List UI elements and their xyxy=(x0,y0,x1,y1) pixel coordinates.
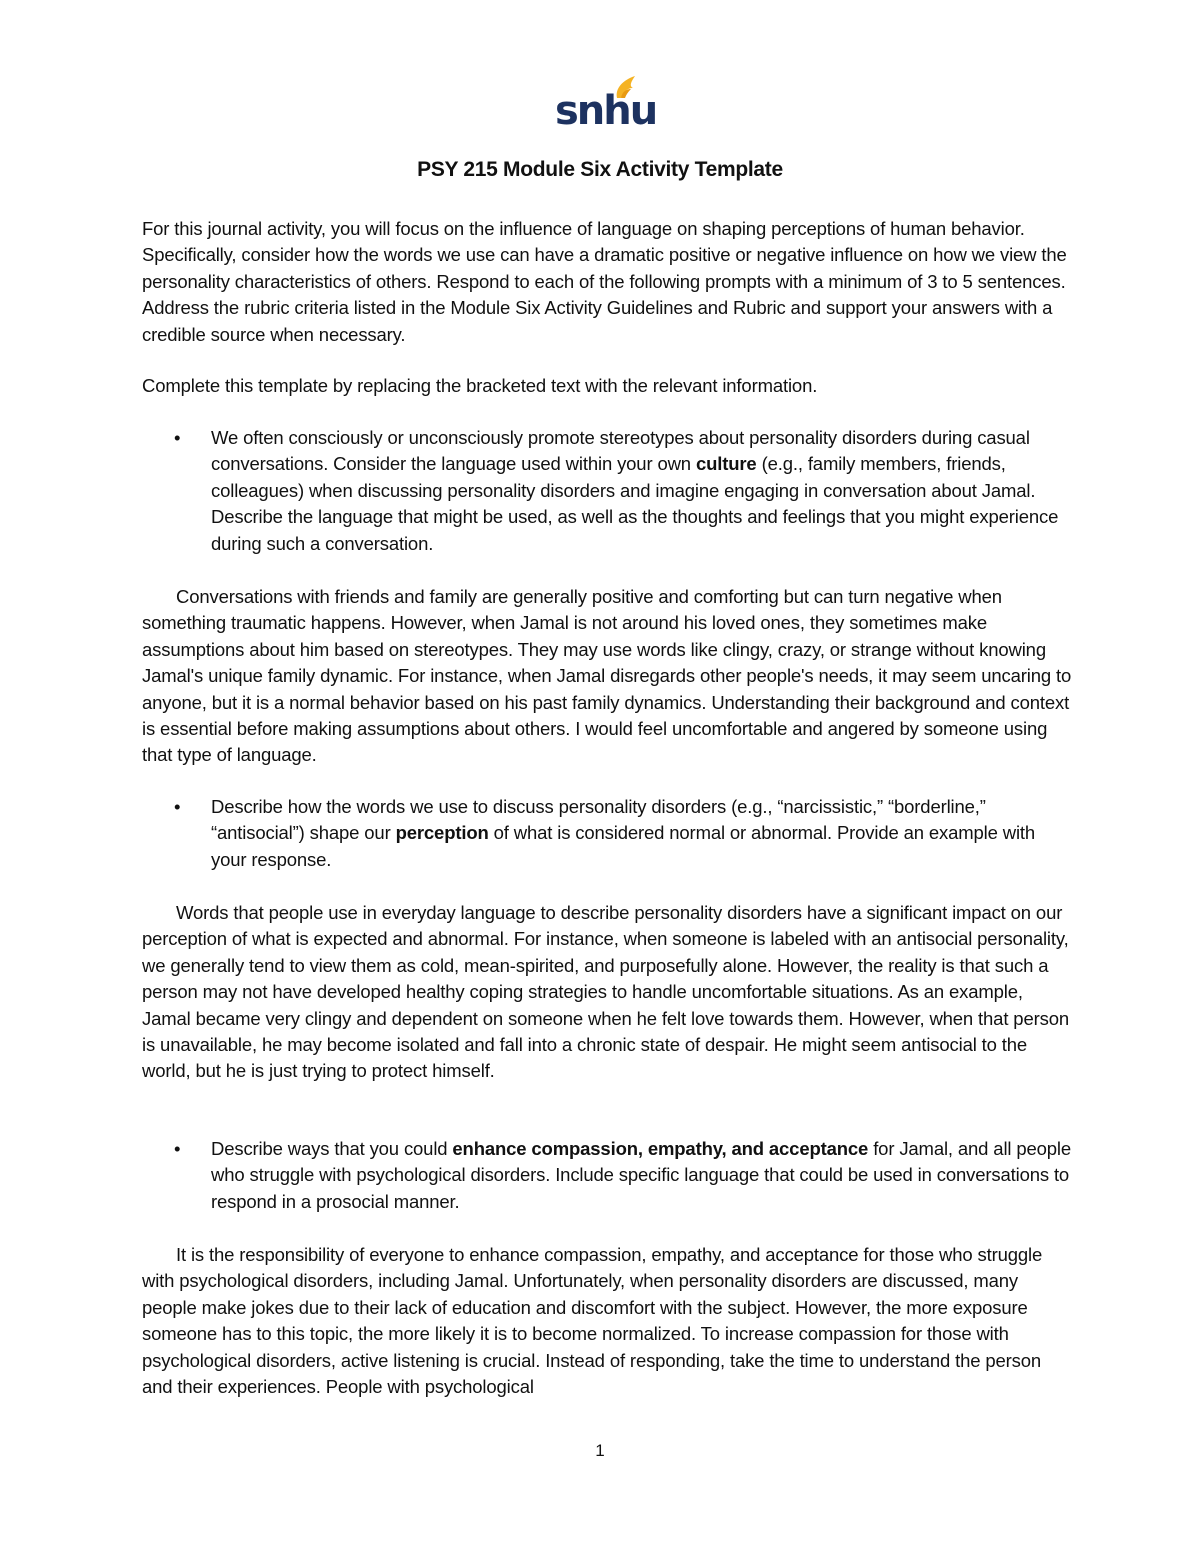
page-number: 1 xyxy=(595,1441,605,1460)
prompt-3 xyxy=(211,1136,1071,1215)
bullet-marker: • xyxy=(174,427,181,448)
instruction-paragraph xyxy=(142,373,1072,399)
answer-text: Conversations with friends and family are generally positive and comforting but can turn negative when something traumatic happens. However, when Jamal is not around his loved ones, they sometimes make assumptions about him based on stereotypes. They may use words like clingy, crazy, or strange without knowing Jamal's unique family dynamic. For instance, when Jamal disregards other people's needs, it may seem uncaring to anyone, but it is a normal behavior based on his past family dynamics. Understanding their background and context is essential before making assumptions about others. I would feel uncomfortable and angered by someone using that type of language. xyxy=(142,586,1072,766)
bullet-marker: • xyxy=(174,796,181,817)
answer-text: Words that people use in everyday language to describe personality disorders have a significant impact on our perception of what is expected and abnormal. For instance, when someone is labeled with an antisocial personality, we generally tend to view them as cold, mean-spirited, and purposefully alone. However, the reality is that such a person may not have developed healthy coping strategies to handle uncomfortable situations. As an example, Jamal became very clingy and dependent on someone when he felt love towards them. However, when that person is unavailable, he may become isolated and fall into a chronic state of despair. He might seem antisocial to the world, but he is just trying to protect himself. xyxy=(142,902,1069,1082)
prompt-text: Describe ways that you could xyxy=(211,1138,453,1159)
prompt-text: for Jamal, and all people who struggle with psychological disorders. Include specific language that could be used in conversations to respond in a prosocial manner. xyxy=(211,1138,1072,1212)
prompt-text: We often consciously or unconsciously promote stereotypes about personality disorders during casual conversations. Consider the language used within your own xyxy=(211,427,1030,475)
prompt-text: Describe how the words we use to discuss personality disorders (e.g., “narcissistic,” “borderline,” “antisocial”) shape our xyxy=(211,796,986,844)
intro-paragraph xyxy=(142,216,1072,348)
prompt-2 xyxy=(211,794,1071,873)
prompt-1 xyxy=(211,425,1071,557)
prompt-emphasis: perception xyxy=(395,822,489,844)
prompt-emphasis: culture xyxy=(695,453,757,475)
answer-3 xyxy=(142,1242,1072,1400)
prompt-text: (e.g., family members, friends, colleagues) when discussing personality disorders and imagine engaging in conversation about Jamal. Describe the language that might be used, as well as the thoughts and feelings that you might experience during such a conversation. xyxy=(211,453,1059,554)
answer-2 xyxy=(142,900,1072,1085)
prompt-emphasis: enhance compassion, empathy, and acceptance xyxy=(452,1138,869,1159)
page-title: PSY 215 Module Six Activity Template xyxy=(417,158,783,181)
prompt-text: of what is considered normal or abnormal. Provide an example with your response. xyxy=(211,822,1036,870)
answer-text: It is the responsibility of everyone to enhance compassion, empathy, and acceptance for those who struggle with psychological disorders, including Jamal. Unfortunately, when personality disorders are discussed, many people make jokes due to their lack of education and discomfort with the subject. However, the more exposure someone has to this topic, the more likely it is to become normalized. To increase compassion for those with psychological disorders, active listening is crucial. Instead of responding, take the time to understand the person and their experiences. People with psychological xyxy=(142,1244,1043,1398)
logo-text: snhu xyxy=(555,88,657,134)
instruction-text: Complete this template by replacing the bracketed text with the relevant information. xyxy=(142,375,818,396)
answer-1 xyxy=(142,584,1072,769)
snhu-logo xyxy=(555,74,657,136)
intro-text: For this journal activity, you will focus on the influence of language on shaping perceptions of human behavior. Specifically, consider how the words we use can have a dramatic positive or negative influence on how we view the personality characteristics of others. Respond to each of the following prompts with a minimum of 3 to 5 sentences. Address the rubric criteria listed in the Module Six Activity Guidelines and Rubric and support your answers with a credible source when necessary. xyxy=(142,218,1067,345)
bullet-marker: • xyxy=(174,1138,181,1159)
